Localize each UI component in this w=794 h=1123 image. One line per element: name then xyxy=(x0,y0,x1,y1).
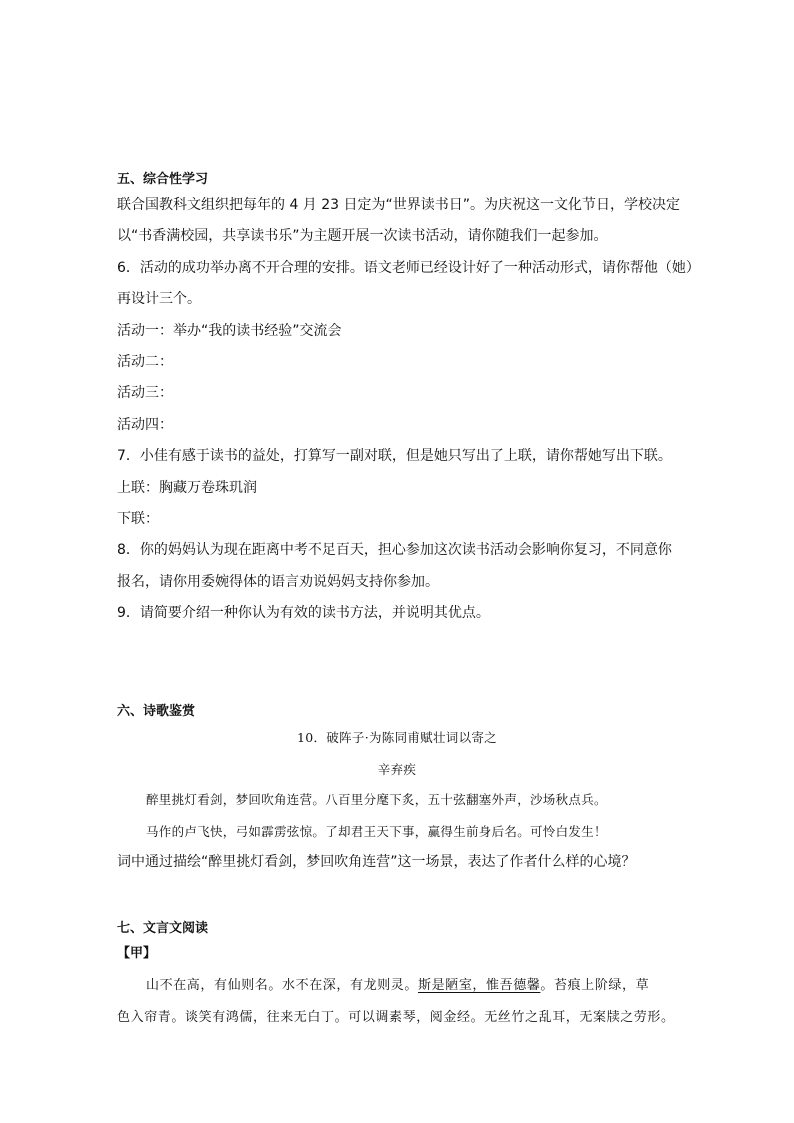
passage-label-jia: 【甲】 xyxy=(117,946,157,961)
section5-intro-line2: 以“书香满校园，共享读书乐”为主题开展一次读书活动，请你随我们一起参加。 xyxy=(117,228,608,244)
classical-text-part1: 山不在高，有仙则名。水不在深，有龙则灵。 xyxy=(146,978,419,993)
question8-line2: 报名，请你用委婉得体的语言劝说妈妈支持你参加。 xyxy=(117,574,439,590)
classical-text-line1 xyxy=(146,976,649,996)
section7-heading: 七、文言文阅读 xyxy=(117,921,209,936)
section5-heading: 五、综合性学习 xyxy=(117,172,209,187)
poem-line1: 醉里挑灯看剑，梦回吹角连营。八百里分麾下炙，五十弦翻塞外声，沙场秋点兵。 xyxy=(146,792,607,807)
activity1: 活动一：举办“我的读书经验”交流会 xyxy=(117,323,342,339)
poem-title: 10．破阵子·为陈同甫赋壮词以寄之 xyxy=(297,730,497,745)
classical-text-part3: 。苔痕上阶绿，草 xyxy=(540,978,650,993)
classical-text-line2: 色入帘青。谈笑有鸿儒，往来无白丁。可以调素琴，阅金经。无丝竹之乱耳，无案牍之劳形。 xyxy=(117,1010,675,1025)
section5-intro-line1: 联合国教科文组织把每年的 4 月 23 日定为“世界读书日”。为庆祝这一文化节日，学校决定 xyxy=(117,197,681,213)
activity3: 活动三： xyxy=(117,385,173,401)
activity4: 活动四： xyxy=(117,417,173,433)
question6-line1: 6．活动的成功举办离不开合理的安排。语文老师已经设计好了一种活动形式，请你帮他（她） xyxy=(117,260,700,276)
section6-heading: 六、诗歌鉴赏 xyxy=(117,704,196,719)
question6-line2: 再设计三个。 xyxy=(117,291,201,307)
couplet-upper: 上联：胸藏万卷珠玑润 xyxy=(117,480,257,496)
poem-line2: 马作的卢飞快，弓如霹雳弦惊。了却君王天下事，赢得生前身后名。可怜白发生！ xyxy=(146,824,607,839)
couplet-lower: 下联： xyxy=(117,511,159,527)
poem-author: 辛弃疾 xyxy=(377,762,417,777)
activity2: 活动二： xyxy=(117,354,173,370)
classical-text-underlined: 斯是陋室，惟吾德馨 xyxy=(418,978,541,993)
question9: 9．请简要介绍一种你认为有效的读书方法，并说明其优点。 xyxy=(117,605,490,621)
question7: 7．小佳有感于读书的益处，打算写一副对联，但是她只写出了上联，请你帮她写出下联。 xyxy=(117,448,672,464)
question8-line1: 8．你的妈妈认为现在距离中考不足百天，担心参加这次读书活动会影响你复习，不同意你 xyxy=(117,542,672,558)
poem-question: 词中通过描绘“醉里挑灯看剑，梦回吹角连营”这一场景，表达了作者什么样的心境？ xyxy=(117,854,636,870)
